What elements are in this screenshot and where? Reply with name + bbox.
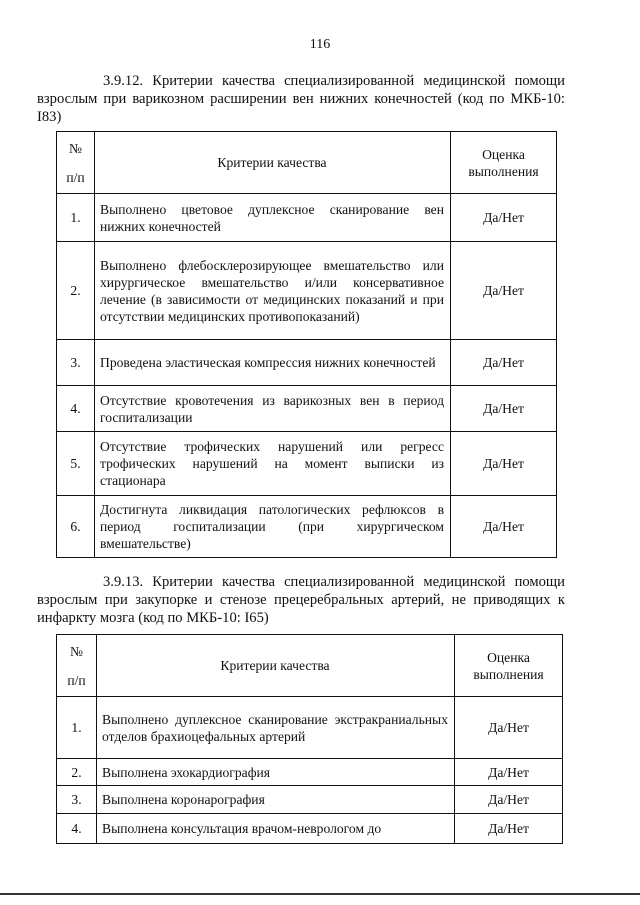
row-criteria: Достигнута ликвидация патологических рефлюксов в период госпитализации (при хирургическом вмешательстве) xyxy=(95,496,451,558)
row-evaluation: Да/Нет xyxy=(451,194,557,242)
table-header-row xyxy=(57,132,557,194)
row-criteria: Отсутствие трофических нарушений или регресс трофических нарушений на момент выписки из стационара xyxy=(95,432,451,496)
row-evaluation: Да/Нет xyxy=(451,386,557,432)
column-header-criteria: Критерии качества xyxy=(97,635,455,697)
criteria-table-3-9-12 xyxy=(56,131,557,558)
row-evaluation: Да/Нет xyxy=(455,814,563,844)
row-number: 4. xyxy=(57,814,97,844)
row-criteria: Выполнена коронарография xyxy=(97,786,455,814)
column-header-criteria: Критерии качества xyxy=(95,132,451,194)
row-number: 1. xyxy=(57,194,95,242)
table-row xyxy=(57,340,557,386)
table-row xyxy=(57,697,563,759)
page-bottom-rule xyxy=(0,893,640,895)
row-number: 5. xyxy=(57,432,95,496)
table-row xyxy=(57,194,557,242)
table-row xyxy=(57,432,557,496)
row-evaluation: Да/Нет xyxy=(455,697,563,759)
row-evaluation: Да/Нет xyxy=(455,786,563,814)
table-row xyxy=(57,759,563,786)
row-criteria: Выполнена консультация врачом-неврологом до xyxy=(97,814,455,844)
row-criteria: Проведена эластическая компрессия нижних конечностей xyxy=(95,340,451,386)
row-criteria: Выполнено флебосклерозирующее вмешательство или хирургическое вмешательство и/или консервативное лечение (в зависимости от медицинских показаний и при отсутствии медицинских противопоказаний) xyxy=(95,242,451,340)
table-row xyxy=(57,786,563,814)
table-row xyxy=(57,242,557,340)
row-number: 4. xyxy=(57,386,95,432)
table-row xyxy=(57,496,557,558)
row-evaluation: Да/Нет xyxy=(451,496,557,558)
page-number: 116 xyxy=(309,37,331,52)
column-header-number: № п/п xyxy=(57,132,95,194)
row-criteria: Отсутствие кровотечения из варикозных вен в период госпитализации xyxy=(95,386,451,432)
table-header-row xyxy=(57,635,563,697)
row-evaluation: Да/Нет xyxy=(455,759,563,786)
row-number: 2. xyxy=(57,242,95,340)
row-evaluation: Да/Нет xyxy=(451,242,557,340)
row-criteria: Выполнено дуплексное сканирование экстракраниальных отделов брахиоцефальных артерий xyxy=(97,697,455,759)
row-number: 3. xyxy=(57,340,95,386)
row-number: 2. xyxy=(57,759,97,786)
table-row xyxy=(57,814,563,844)
row-criteria: Выполнено цветовое дуплексное сканирование вен нижних конечностей xyxy=(95,194,451,242)
section-heading-3-9-12: 3.9.12. Критерии качества специализированной медицинской помощи взрослым при варикозном расширении вен нижних конечностей (код по МКБ-10: I83) xyxy=(37,73,565,125)
table-row xyxy=(57,386,557,432)
column-header-number: № п/п xyxy=(57,635,97,697)
section-heading-3-9-13: 3.9.13. Критерии качества специализированной медицинской помощи взрослым при закупорке и стенозе прецеребральных артерий, не приводящих к инфаркту мозга (код по МКБ-10: I65) xyxy=(37,574,565,626)
column-header-evaluation: Оценка выполнения xyxy=(451,132,557,194)
row-number: 1. xyxy=(57,697,97,759)
row-evaluation: Да/Нет xyxy=(451,340,557,386)
column-header-evaluation: Оценка выполнения xyxy=(455,635,563,697)
row-criteria: Выполнена эхокардиография xyxy=(97,759,455,786)
row-number: 3. xyxy=(57,786,97,814)
row-number: 6. xyxy=(57,496,95,558)
criteria-table-3-9-13 xyxy=(56,634,563,844)
row-evaluation: Да/Нет xyxy=(451,432,557,496)
